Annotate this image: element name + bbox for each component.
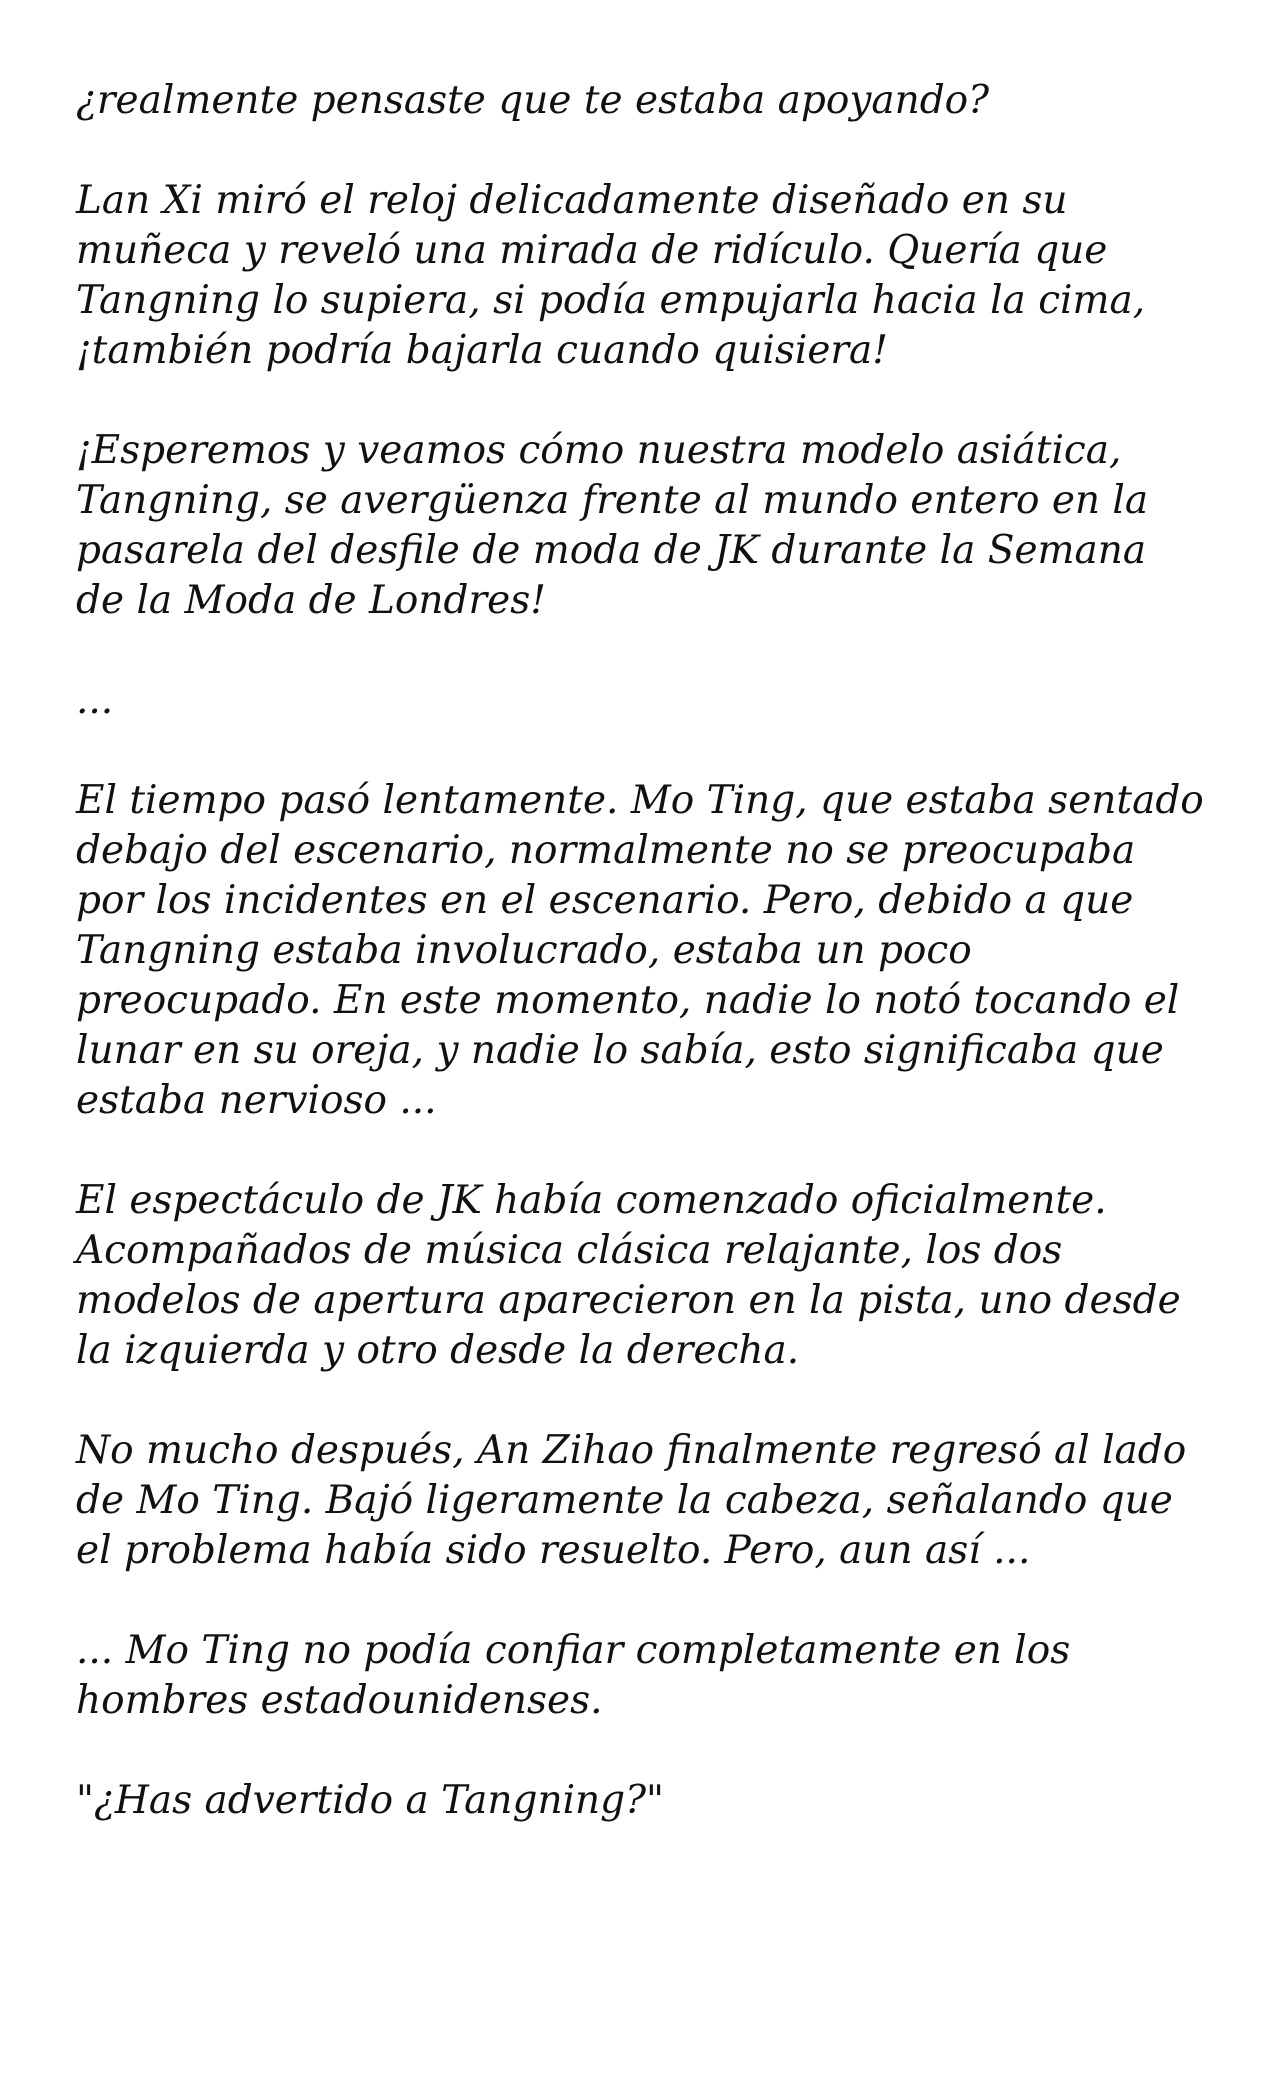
paragraph: No mucho después, An Zihao finalmente regresó al lado de Mo Ting. Bajó ligeramente la cabeza, señalando que el problema había sido resuelto. Pero, aun así ...	[76, 1428, 1187, 1573]
paragraph-ellipsis: ...	[76, 678, 114, 723]
paragraph: ... Mo Ting no podía confiar completamente en los hombres estadounidenses.	[76, 1628, 1071, 1723]
dialogue-line: "¿Has advertido a Tangning?"	[76, 1778, 664, 1823]
paragraph: El tiempo pasó lentamente. Mo Ting, que estaba sentado debajo del escenario, normalmente no se preocupaba por los incidentes en el escenario. Pero, debido a que Tangning estaba involucrado, estaba un poco preocupado. En este momento, nadie lo notó tocando el lunar en su oreja, y nadie lo sabía, esto significaba que estaba nervioso ...	[76, 778, 1204, 1123]
paragraph: ¡Esperemos y veamos cómo nuestra modelo asiática, Tangning, se avergüenza frente al mundo entero en la pasarela del desfile de moda de JK durante la Semana de la Moda de Londres!	[76, 428, 1149, 623]
paragraph: ¿realmente pensaste que te estaba apoyando?	[76, 78, 990, 123]
document-page	[76, 76, 1206, 1826]
paragraph: Lan Xi miró el reloj delicadamente diseñado en su muñeca y reveló una mirada de ridículo. Quería que Tangning lo supiera, si podía empujarla hacia la cima, ¡también podría bajarla cuando quisiera!	[76, 178, 1146, 373]
paragraph: El espectáculo de JK había comenzado oficialmente. Acompañados de música clásica relajante, los dos modelos de apertura aparecieron en la pista, uno desde la izquierda y otro desde la derecha.	[76, 1178, 1181, 1373]
